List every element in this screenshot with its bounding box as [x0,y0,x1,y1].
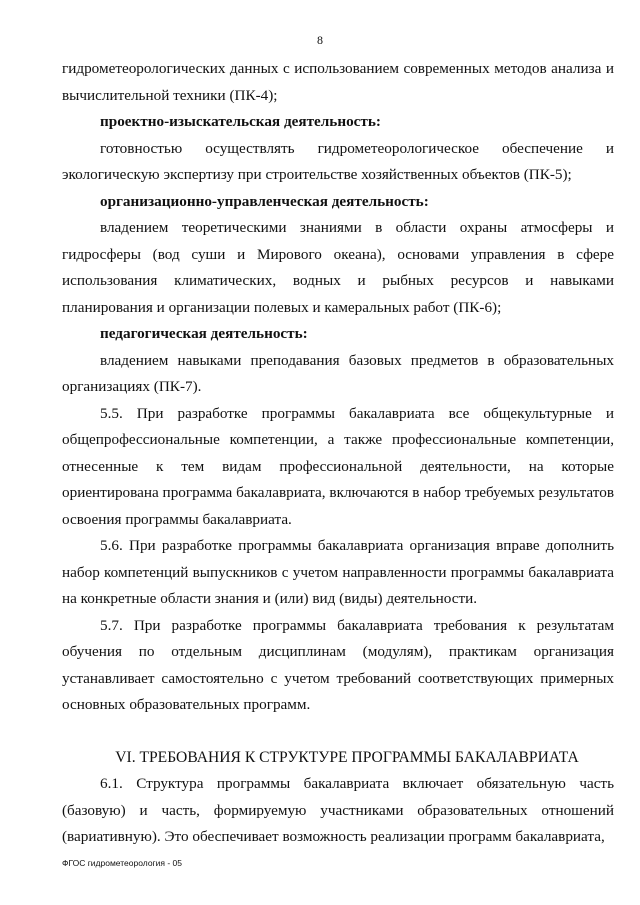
paragraph-5-7: 5.7. При разработке программы бакалавриата требования к результатам обучения по отдельным дисциплинам (модулям), практикам организация устанавливает самостоятельно с учетом требований соответствующих примерных основных образовательных программ. [62,616,614,713]
page-number: 8 [317,33,323,47]
section-spacer [62,719,614,745]
heading-pedagogical-activity: педагогическая деятельность: [100,325,308,342]
heading-organizational-management-activity: организационно-управленческая деятельность: [100,192,429,210]
paragraph-pk7: владением навыками преподавания базовых предметов в образовательных организациях (ПК-7). [62,351,614,395]
paragraph-pk4-continuation: гидрометеорологических данных с использованием современных методов анализа и вычислительной техники (ПК-4); [62,60,614,104]
paragraph-pk5: готовностью осуществлять гидрометеорологическое обеспечение и экологическую экспертизу при строительстве хозяйственных объектов (ПК-5); [62,139,614,183]
section-heading-vi: VI. ТРЕБОВАНИЯ К СТРУКТУРЕ ПРОГРАММЫ БАКАЛАВРИАТА [115,748,579,766]
page-footer: ФГОС гидрометеорология - 05 [62,858,183,868]
paragraph-5-5: 5.5. При разработке программы бакалавриата все общекультурные и общепрофессиональные компетенции, а также профессиональные компетенции, отнесенные к тем видам профессиональной деятельности, на которые ориентирована программа бакалавриата, включаются в набор требуемых результатов освоения программы бакалавриата. [62,404,614,528]
document-body [62,56,614,851]
heading-design-survey-activity: проектно-изыскательская деятельность: [100,113,381,130]
paragraph-5-6: 5.6. При разработке программы бакалавриата организация вправе дополнить набор компетенций выпускников с учетом направленности программы бакалавриата на конкретные области знания и (или) вид (виды) деятельности. [62,537,614,607]
paragraph-pk6: владением теоретическими знаниями в области охраны атмосферы и гидросферы (вод суши и Мирового океана), основами управления в сфере использования климатических, водных и рыбных ресурсов и навыками планирования и организации полевых и камеральных работ (ПК-6); [62,219,614,316]
paragraph-6-1: 6.1. Структура программы бакалавриата включает обязательную часть (базовую) и часть, формируемую участниками образовательных отношений (вариативную). Это обеспечивает возможность реализации программ бакалавриата, [62,775,614,845]
